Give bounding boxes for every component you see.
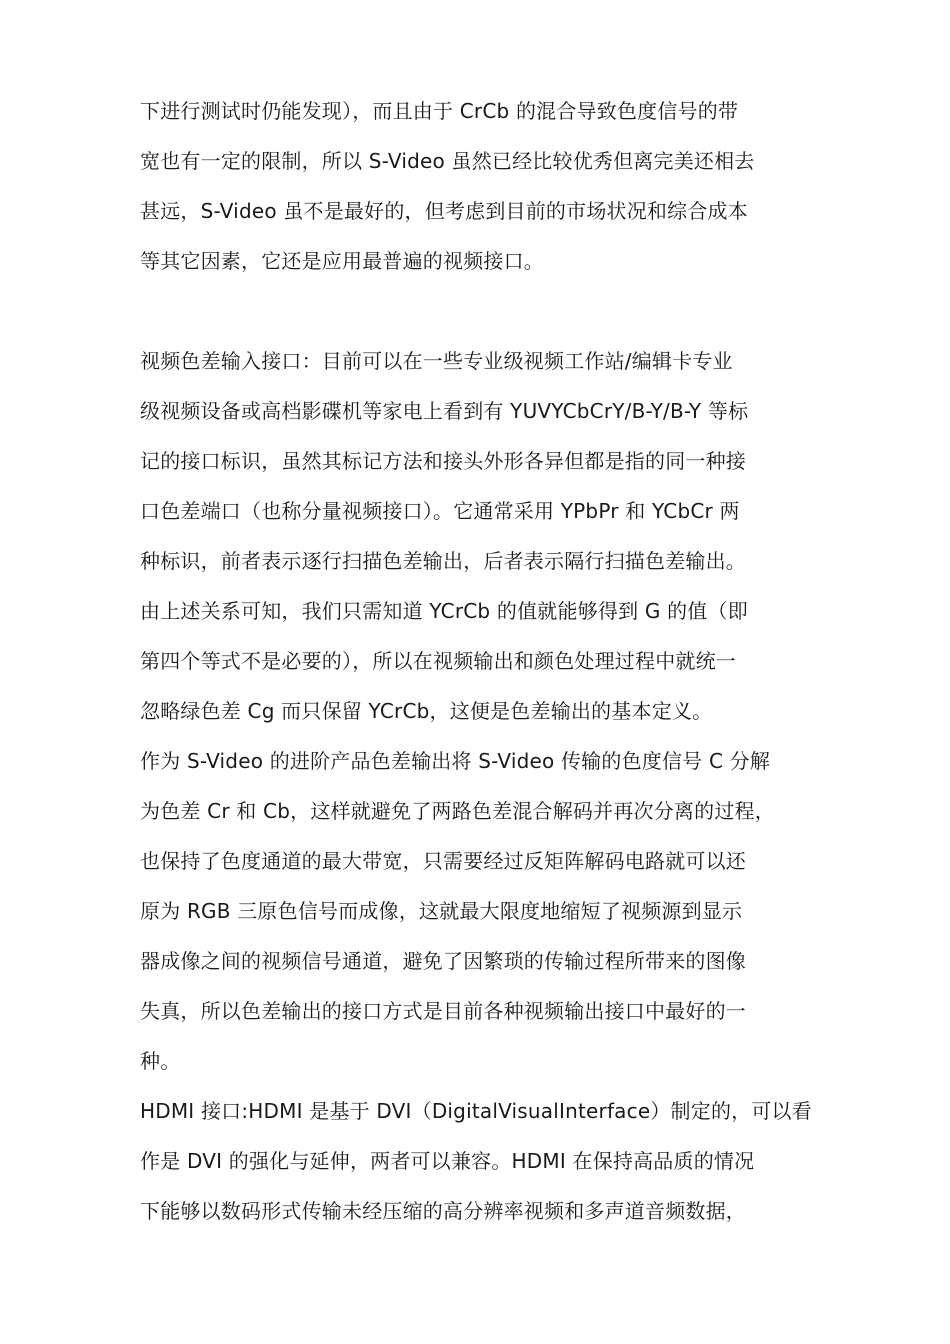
text-line: 第四个等式不是必要的），所以在视频输出和颜色处理过程中就统一 [140,649,736,673]
text-line: 下进行测试时仍能发现），而且由于 CrCb 的混合导致色度信号的带 [140,99,739,123]
text-line: 种标识，前者表示逐行扫描色差输出，后者表示隔行扫描色差输出。 [140,549,746,573]
text-line: 忽略绿色差 Cg 而只保留 YCrCb，这便是色差输出的基本定义。 [140,699,713,723]
text-line: 作为 S-Video 的进阶产品色差输出将 S-Video 传输的色度信号 C 分解 [140,749,771,773]
text-line: 视频色差输入接口：目前可以在一些专业级视频工作站/编辑卡专业 [140,349,733,373]
text-line: 作是 DVI 的强化与延伸，两者可以兼容。HDMI 在保持高品质的情况 [140,1149,755,1173]
text-line: HDMI 接口:HDMI 是基于 DVI（DigitalVisualInterface）制定的，可以看 [140,1099,812,1123]
text-line: 由上述关系可知，我们只需知道 YCrCb 的值就能够得到 G 的值（即 [140,599,748,623]
text-line: 种。 [140,1049,181,1073]
text-line: 级视频设备或高档影碟机等家电上看到有 YUVYCbCrY/B-Y/B-Y 等标 [140,399,749,423]
text-line: 记的接口标识，虽然其标记方法和接头外形各异但都是指的同一种接 [140,449,746,473]
text-line: 也保持了色度通道的最大带宽，只需要经过反矩阵解码电路就可以还 [140,849,746,873]
text-line: 口色差端口（也称分量视频接口）。它通常采用 YPbPr 和 YCbCr 两 [140,499,740,523]
text-line: 宽也有一定的限制，所以 S-Video 虽然已经比较优秀但离完美还相去 [140,149,755,173]
paragraph-svideo-conclusion [140,86,830,286]
paragraph-component-and-hdmi [140,336,830,1236]
text-line: 失真，所以色差输出的接口方式是目前各种视频输出接口中最好的一 [140,999,746,1023]
text-line: 等其它因素，它还是应用最普遍的视频接口。 [140,249,544,273]
text-line: 甚远，S-Video 虽不是最好的，但考虑到目前的市场状况和综合成本 [140,199,748,223]
text-line: 原为 RGB 三原色信号而成像，这就最大限度地缩短了视频源到显示 [140,899,743,923]
text-line: 器成像之间的视频信号通道，避免了因繁琐的传输过程所带来的图像 [140,949,746,973]
text-line: 为色差 Cr 和 Cb，这样就避免了两路色差混合解码并再次分离的过程， [140,799,775,823]
text-line: 下能够以数码形式传输未经压缩的高分辨率视频和多声道音频数据， [140,1199,746,1223]
